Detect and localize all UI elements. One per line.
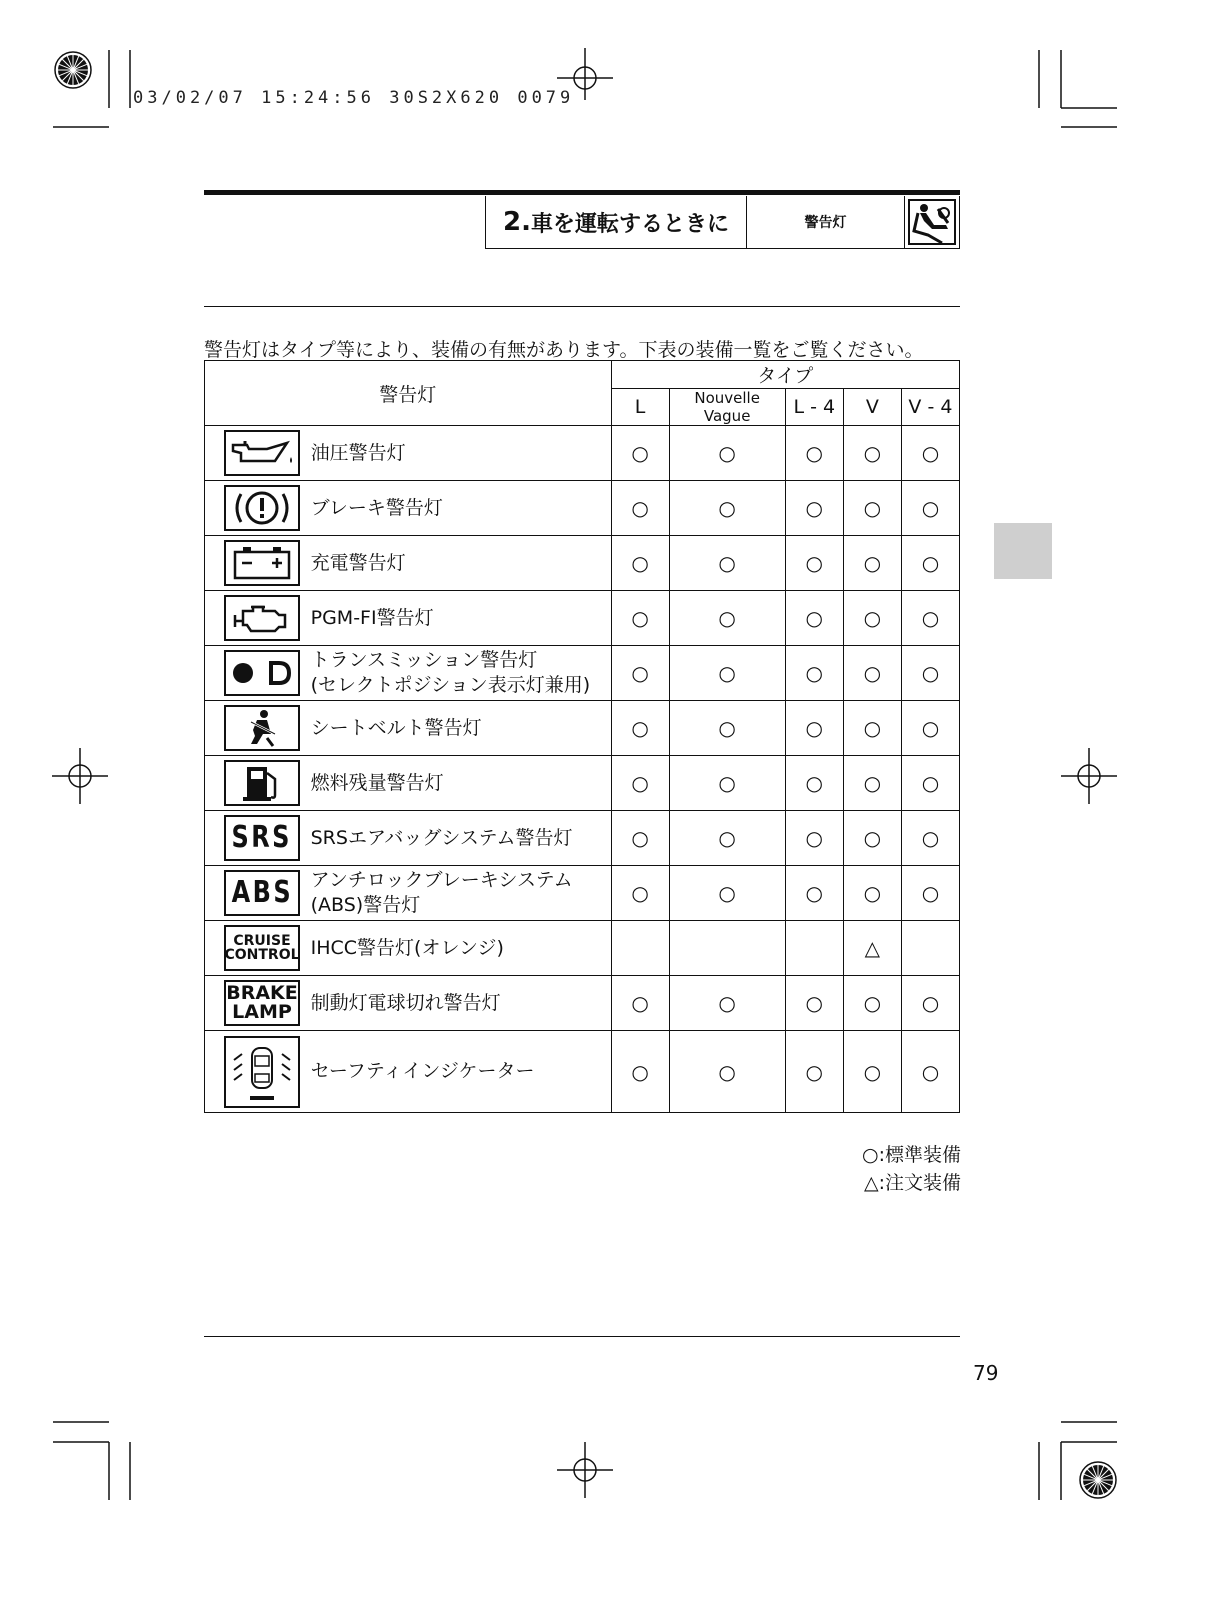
equipment-mark-v4: ○ (901, 1031, 959, 1113)
warning-light-name-line: トランスミッション警告灯 (310, 649, 538, 671)
equipment-mark-v: ○ (843, 756, 901, 811)
table-row (205, 811, 960, 866)
equipment-mark-l4: ○ (785, 536, 843, 591)
type-col-nouvelle-vague: Nouvelle Vague (669, 389, 785, 426)
equipment-mark-nouvelle-vague: ○ (669, 591, 785, 646)
warning-light-name-line: 充電警告灯 (310, 551, 406, 574)
legend-standard: ○:標準装備 (862, 1144, 961, 1166)
legend-option: △:注文装備 (863, 1172, 961, 1194)
warning-light-name (307, 701, 611, 756)
table-row (205, 701, 960, 756)
equipment-mark-v4: ○ (901, 426, 959, 481)
warning-light-name-line-2: (ABS)警告灯 (310, 894, 421, 916)
warning-light-name (307, 646, 611, 701)
intro-text: 警告灯はタイプ等により、装備の有無があります。下表の装備一覧をご覧ください。 (204, 339, 924, 361)
equipment-mark-l: ○ (611, 756, 669, 811)
icon-label: SRS (231, 820, 293, 855)
equipment-mark-v4: ○ (901, 646, 959, 701)
equipment-mark-v: ○ (843, 976, 901, 1031)
type-col-l: L (611, 389, 669, 426)
equipment-mark-v4: ○ (901, 756, 959, 811)
warning-light-table (204, 360, 960, 1113)
icon-label-2: LAMP (232, 1001, 292, 1023)
equipment-mark-nouvelle-vague: ○ (669, 976, 785, 1031)
footer-divider (204, 1336, 960, 1337)
section-tab (994, 523, 1052, 579)
equipment-mark-l: ○ (611, 701, 669, 756)
icon-cell (205, 976, 307, 1031)
icon-cell (205, 646, 307, 701)
warning-light-name-line: セーフティインジケーター (310, 1060, 535, 1082)
equipment-mark-nouvelle-vague: ○ (669, 811, 785, 866)
equipment-mark-v: ○ (843, 701, 901, 756)
warning-light-name (307, 426, 611, 481)
oil-pressure-icon (224, 430, 300, 476)
equipment-mark-v4: ○ (901, 591, 959, 646)
equipment-mark-nouvelle-vague: ○ (669, 1031, 785, 1113)
transmission-d-icon (224, 650, 300, 696)
equipment-mark-v: ○ (843, 866, 901, 921)
equipment-mark-v: ○ (843, 426, 901, 481)
table-row (205, 481, 960, 536)
icon-cell (205, 756, 307, 811)
equipment-mark-l: ○ (611, 811, 669, 866)
icon-cell (205, 481, 307, 536)
warning-light-name-line: 制動灯電球切れ警告灯 (310, 991, 501, 1014)
equipment-mark-v4 (901, 921, 959, 976)
equipment-mark-v4: ○ (901, 536, 959, 591)
icon-label: BRAKE (226, 982, 298, 1004)
warning-light-name (307, 756, 611, 811)
icon-cell (205, 866, 307, 921)
equipment-mark-l: ○ (611, 646, 669, 701)
battery-charge-icon (224, 540, 300, 586)
chapter-heading (485, 196, 747, 249)
equipment-mark-v4: ○ (901, 701, 959, 756)
icon-cell (205, 591, 307, 646)
equipment-mark-l4: ○ (785, 591, 843, 646)
equipment-mark-l (611, 921, 669, 976)
table-row (205, 1031, 960, 1113)
warning-light-name (307, 536, 611, 591)
equipment-mark-l4: ○ (785, 976, 843, 1031)
page-number: 79 (973, 1361, 999, 1385)
table-row (205, 756, 960, 811)
icon-cell (205, 1031, 307, 1113)
warning-light-name-line-2: (セレクトポジション表示灯兼用) (310, 674, 591, 696)
equipment-mark-nouvelle-vague: ○ (669, 536, 785, 591)
fuel-pump-icon (224, 760, 300, 806)
equipment-mark-l4: ○ (785, 481, 843, 536)
equipment-mark-l4: ○ (785, 1031, 843, 1113)
equipment-mark-l: ○ (611, 976, 669, 1031)
equipment-mark-l: ○ (611, 426, 669, 481)
equipment-mark-nouvelle-vague (669, 921, 785, 976)
table-row (205, 976, 960, 1031)
warning-light-name (307, 866, 611, 921)
equipment-mark-nouvelle-vague: ○ (669, 756, 785, 811)
warning-light-name (307, 811, 611, 866)
type-col-l4: L - 4 (785, 389, 843, 426)
equipment-mark-l4: ○ (785, 811, 843, 866)
equipment-mark-v: △ (843, 921, 901, 976)
equipment-mark-v4: ○ (901, 481, 959, 536)
cruise-control-icon (224, 925, 300, 971)
print-stamp: 03/02/07 15:24:56 30S2X620 0079 (133, 88, 575, 108)
equipment-mark-v4: ○ (901, 866, 959, 921)
table-row (205, 921, 960, 976)
equipment-mark-nouvelle-vague: ○ (669, 866, 785, 921)
warning-light-name-line: 燃料残量警告灯 (310, 771, 444, 794)
equipment-mark-l4: ○ (785, 646, 843, 701)
engine-check-icon (224, 595, 300, 641)
warning-light-name-line: SRSエアバッグシステム警告灯 (310, 826, 573, 849)
icon-label-2: CONTROL (224, 947, 300, 963)
warning-light-name-line: ブレーキ警告灯 (310, 496, 443, 519)
type-col-v4: V - 4 (901, 389, 959, 426)
warning-light-name-line: 油圧警告灯 (310, 441, 406, 464)
icon-label: ABS (231, 875, 293, 910)
equipment-mark-v: ○ (843, 481, 901, 536)
warning-light-name-line: IHCC警告灯(オレンジ) (310, 936, 504, 959)
section-divider (204, 306, 960, 307)
table-row (205, 646, 960, 701)
table-row (205, 536, 960, 591)
type-header: タイプ (611, 361, 959, 389)
equipment-mark-v4: ○ (901, 811, 959, 866)
equipment-mark-nouvelle-vague: ○ (669, 701, 785, 756)
equipment-mark-l4: ○ (785, 866, 843, 921)
equipment-mark-l4: ○ (785, 701, 843, 756)
chapter-number: 2. (503, 207, 531, 237)
equipment-mark-nouvelle-vague: ○ (669, 646, 785, 701)
equipment-mark-l: ○ (611, 536, 669, 591)
equipment-mark-l4 (785, 921, 843, 976)
brake-lamp-icon (224, 980, 300, 1026)
section-label: 警告灯 (747, 196, 904, 249)
srs-icon (224, 815, 300, 861)
warning-light-name-line: アンチロックブレーキシステム (310, 869, 573, 891)
equipment-mark-l: ○ (611, 591, 669, 646)
icon-cell (205, 701, 307, 756)
header-rule (204, 190, 960, 195)
icon-label: CRUISE (233, 933, 291, 949)
table-row (205, 866, 960, 921)
equipment-mark-v4: ○ (901, 976, 959, 1031)
equipment-mark-nouvelle-vague: ○ (669, 481, 785, 536)
equipment-mark-l4: ○ (785, 426, 843, 481)
warning-light-name (307, 1031, 611, 1113)
table-row (205, 426, 960, 481)
icon-cell (205, 426, 307, 481)
driver-seat-icon (904, 196, 960, 249)
equipment-mark-v: ○ (843, 1031, 901, 1113)
warning-light-header: 警告灯 (205, 361, 612, 426)
equipment-mark-l: ○ (611, 866, 669, 921)
icon-cell (205, 811, 307, 866)
equipment-mark-l: ○ (611, 481, 669, 536)
equipment-mark-v: ○ (843, 646, 901, 701)
warning-light-name (307, 591, 611, 646)
type-col-v: V (843, 389, 901, 426)
warning-light-name (307, 921, 611, 976)
equipment-mark-v: ○ (843, 811, 901, 866)
icon-cell (205, 921, 307, 976)
abs-icon (224, 870, 300, 916)
warning-light-name-line: シートベルト警告灯 (310, 716, 482, 739)
warning-light-name (307, 481, 611, 536)
icon-cell (205, 536, 307, 591)
warning-light-name-line: PGM-FI警告灯 (310, 606, 434, 629)
equipment-mark-nouvelle-vague: ○ (669, 426, 785, 481)
seatbelt-icon (224, 705, 300, 751)
equipment-mark-l: ○ (611, 1031, 669, 1113)
table-row (205, 591, 960, 646)
equipment-mark-l4: ○ (785, 756, 843, 811)
brake-warning-icon (224, 485, 300, 531)
equipment-mark-v: ○ (843, 591, 901, 646)
equipment-mark-v: ○ (843, 536, 901, 591)
warning-light-name (307, 976, 611, 1031)
chapter-title: 車を運転するときに (530, 211, 729, 237)
safety-indicator-icon (224, 1036, 300, 1108)
